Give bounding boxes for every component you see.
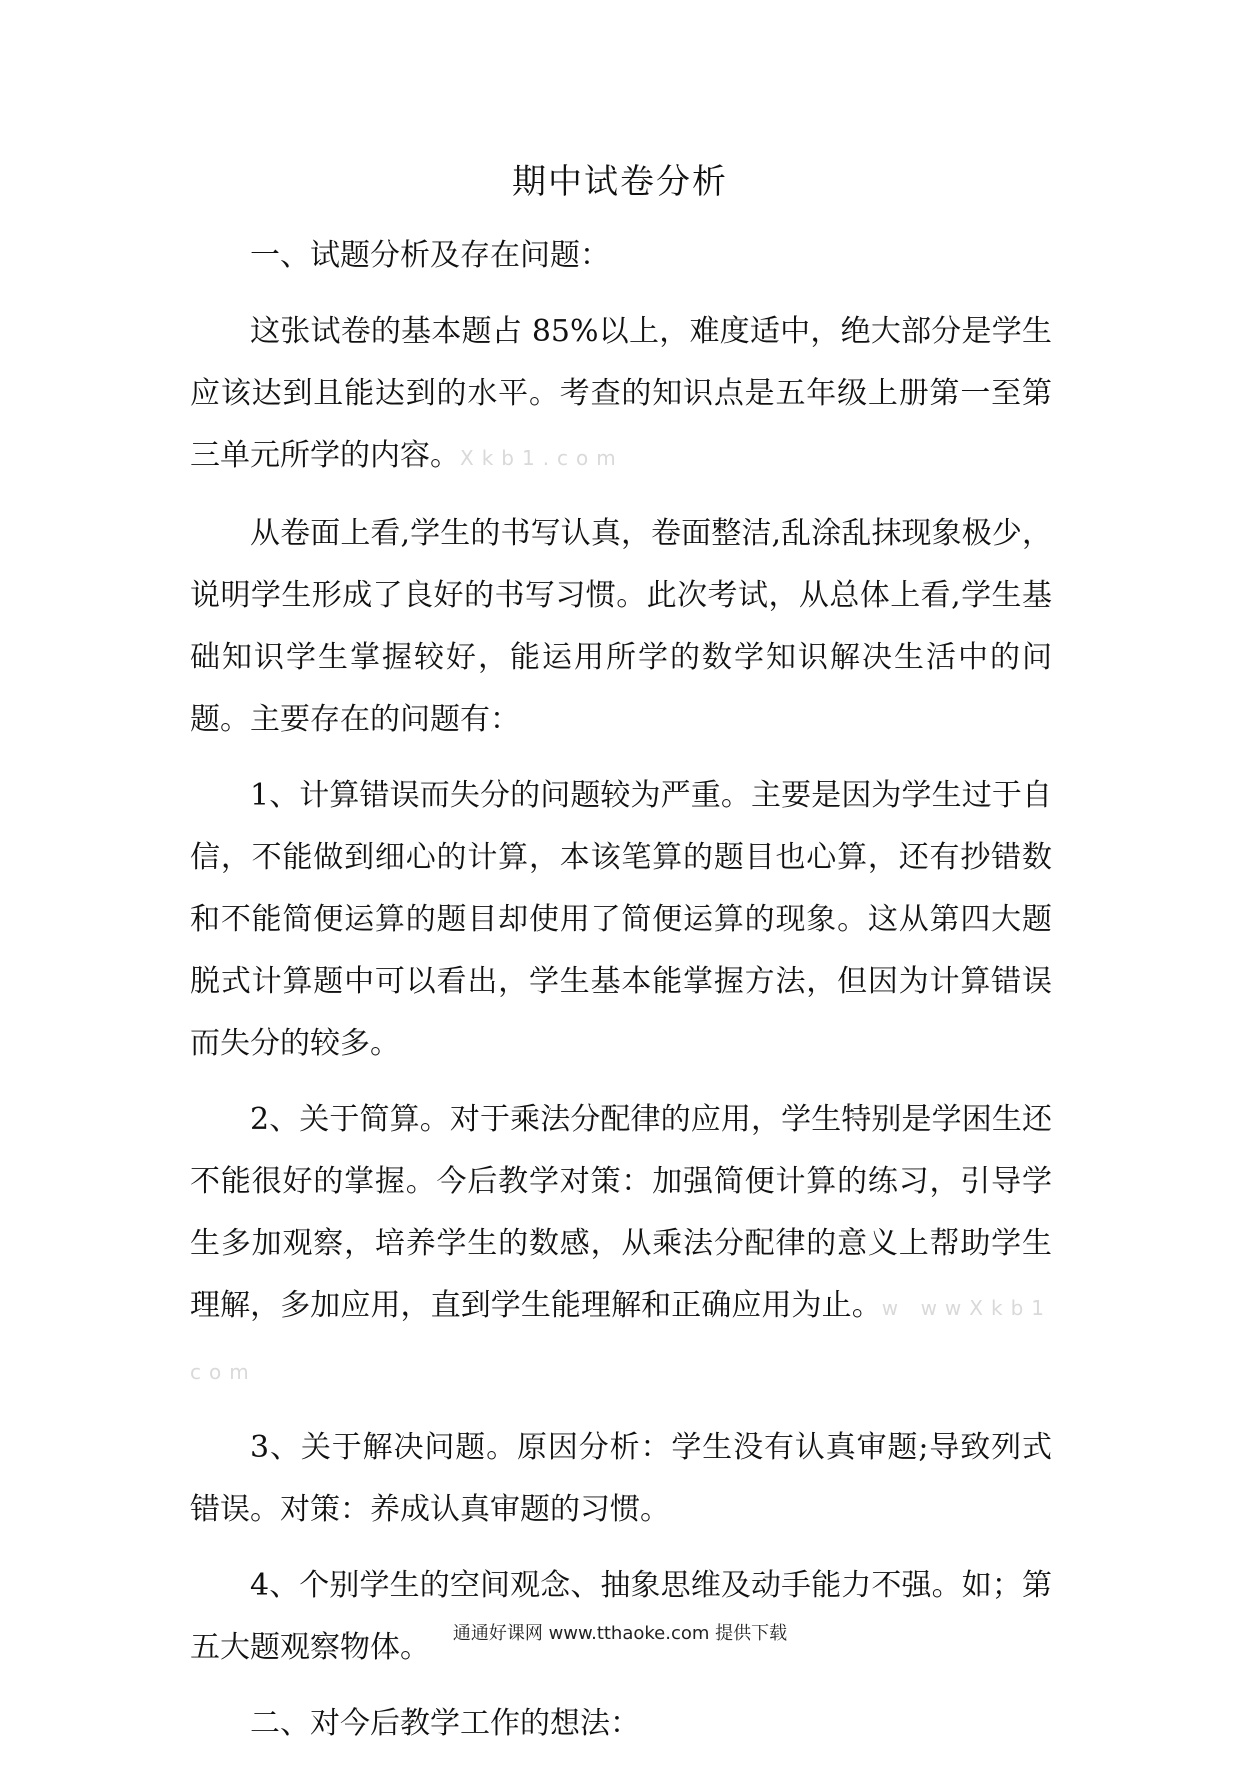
problem-item-1: 1、计算错误而失分的问题较为严重。主要是因为学生过于自信，不能做到细心的计算，本该笔算的题目也心算，还有抄错数和不能简便运算的题目却使用了简便运算的现象。这从第四大题脱式计算题中可以看出，学生基本能掌握方法，但因为计算错误而失分的较多。: [190, 778, 1052, 1061]
section2-heading: 二、对今后教学工作的想法：: [250, 1706, 640, 1741]
paragraph-exam-overview-text: 这张试卷的基本题占 85%以上，难度适中，绝大部分是学生应该达到且能达到的水平。考查的知识点是五年级上册第一至第三单元所学的内容。: [190, 314, 1052, 473]
problem-item-2: [190, 1089, 1052, 1403]
watermark-text: Xkb1.com: [460, 446, 624, 470]
problem-item-3: 3、关于解决问题。原因分析：学生没有认真审题;导致列式错误。对策：养成认真审题的习惯。: [190, 1430, 1052, 1527]
page-footer: 通通好课网 www.tthaoke.com 提供下载: [452, 1623, 788, 1644]
problem-item-4: 4、个别学生的空间观念、抽象思维及动手能力不强。如；第五大题观察物体。: [190, 1568, 1052, 1665]
watermark-text-2: w wwXkb1com: [190, 1296, 1052, 1384]
paragraph-writing-overview: 从卷面上看,学生的书写认真，卷面整洁,乱涂乱抹现象极少，说明学生形成了良好的书写习惯。此次考试，从总体上看,学生基础知识学生掌握较好，能运用所学的数学知识解决生活中的问题。主要存在的问题有：: [190, 516, 1052, 737]
section1-heading: 一、试题分析及存在问题：: [250, 238, 610, 273]
problem-item-2-text: 2、关于简算。对于乘法分配律的应用，学生特别是学困生还不能很好的掌握。今后教学对策：加强简便计算的练习，引导学生多加观察，培养学生的数感，从乘法分配律的意义上帮助学生理解，多加应用，直到学生能理解和正确应用为止。: [190, 1102, 1052, 1323]
document-body: [190, 225, 1052, 1769]
document-title: 期中试卷分析: [512, 162, 728, 202]
paragraph-exam-overview: [190, 301, 1052, 489]
